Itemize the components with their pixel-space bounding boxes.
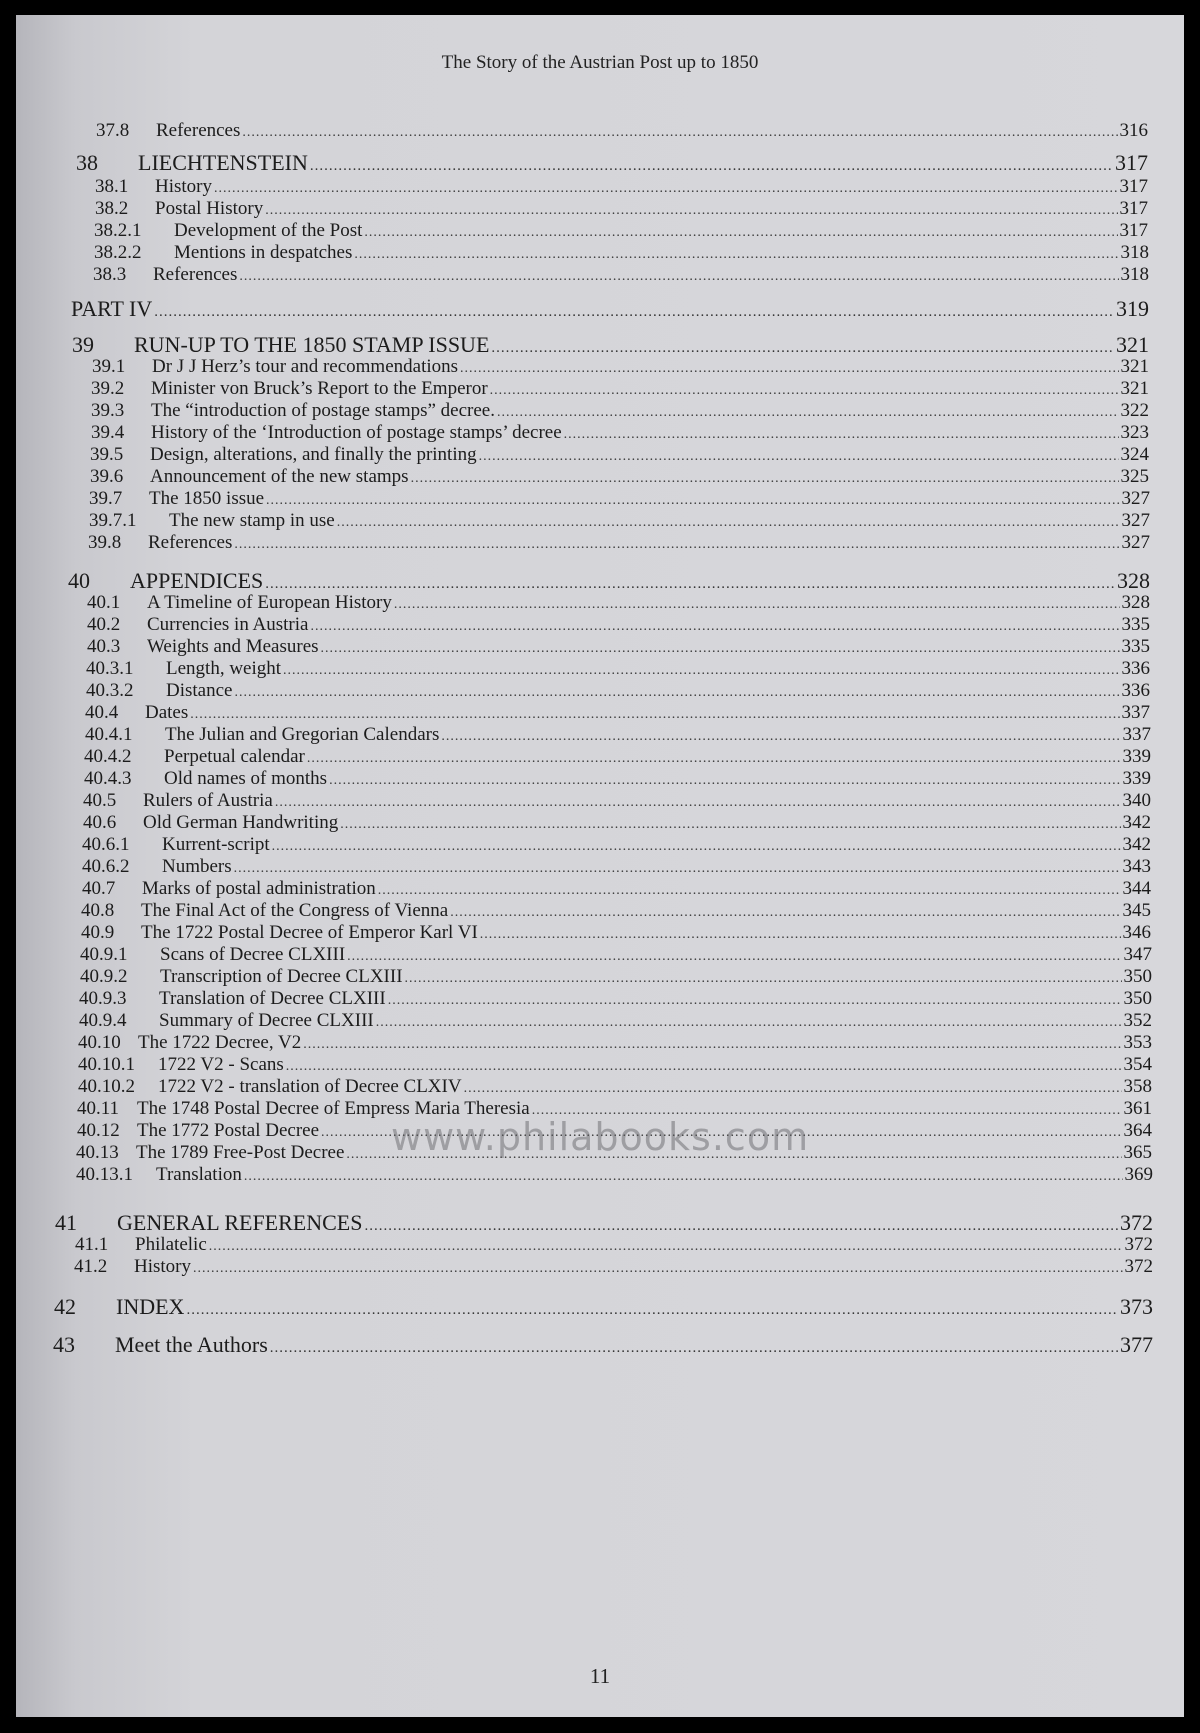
- toc-entry-page: 377: [1120, 1332, 1153, 1357]
- dot-leader: [234, 861, 1121, 877]
- toc-entry-page: 365: [1123, 1142, 1152, 1163]
- toc-entry[interactable]: [89, 488, 1150, 510]
- toc-entry-page: 317: [1119, 220, 1148, 241]
- dot-leader: [480, 927, 1121, 943]
- toc-entry-title: A Timeline of European History: [147, 592, 392, 613]
- dot-leader: [411, 471, 1119, 487]
- toc-entry[interactable]: [91, 378, 1149, 400]
- dot-leader: [490, 383, 1119, 399]
- dot-leader: [272, 839, 1121, 855]
- toc-entry-title: 1722 V2 - translation of Decree CLXIV: [158, 1076, 462, 1097]
- toc-entry[interactable]: [86, 680, 1150, 702]
- toc-entry-page: 318: [1120, 242, 1149, 263]
- toc-entry[interactable]: [71, 296, 1149, 322]
- toc-entry-title: Kurrent-script: [162, 834, 270, 855]
- dot-leader: [354, 247, 1118, 263]
- toc-entry[interactable]: [80, 944, 1152, 966]
- toc-entry-page: 361: [1123, 1098, 1152, 1119]
- dot-leader: [186, 1302, 1118, 1319]
- dot-leader: [283, 663, 1119, 679]
- toc-entry-number: 39.5: [90, 444, 124, 465]
- toc-entry-number: 40.9.1: [80, 944, 128, 965]
- dot-leader: [214, 181, 1118, 197]
- toc-entry-page: 335: [1121, 636, 1150, 657]
- toc-entry[interactable]: [79, 988, 1152, 1010]
- toc-entry-title: Weights and Measures: [147, 636, 319, 657]
- toc-entry-page: 353: [1123, 1032, 1152, 1053]
- toc-entry-page: 354: [1123, 1054, 1152, 1075]
- toc-entry-title: Marks of postal administration: [142, 878, 376, 899]
- toc-entry-page: 364: [1123, 1120, 1152, 1141]
- toc-entry-title: The new stamp in use: [169, 510, 335, 531]
- toc-entry-page: 336: [1121, 658, 1150, 679]
- toc-entry-number: 39.6: [90, 466, 124, 487]
- toc-entry-title: Translation: [156, 1164, 242, 1185]
- toc-entry-number: 39.8: [88, 532, 122, 553]
- dot-leader: [239, 269, 1118, 285]
- toc-entry-number: 40.6: [83, 812, 117, 833]
- toc-entry-number: 40.4.2: [84, 746, 132, 767]
- toc-entry-number: 40.6.2: [82, 856, 130, 877]
- toc-entry-page: 372: [1124, 1234, 1153, 1255]
- toc-entry[interactable]: [72, 332, 1149, 358]
- toc-entry-title: Dates: [145, 702, 189, 723]
- toc-entry-title: GENERAL REFERENCES: [117, 1210, 363, 1235]
- toc-entry[interactable]: [85, 702, 1150, 724]
- dot-leader: [234, 685, 1119, 701]
- toc-entry-title: The Final Act of the Congress of Vienna: [141, 900, 449, 921]
- toc-entry-number: 40.7: [82, 878, 116, 899]
- toc-entry-title: Design, alterations, and finally the printing: [150, 444, 477, 465]
- watermark: www.philabooks.com: [391, 1115, 810, 1159]
- toc-entry-page: 373: [1120, 1294, 1153, 1319]
- toc-entry-number: 42: [54, 1294, 76, 1319]
- dot-leader: [450, 905, 1120, 921]
- toc-entry-title: The 1722 Postal Decree of Emperor Karl VI: [141, 922, 478, 943]
- toc-entry-number: 40.2: [87, 614, 121, 635]
- toc-entry-number: 43: [53, 1332, 75, 1357]
- toc-entry-page: 327: [1121, 510, 1150, 531]
- toc-entry-number: 38.3: [93, 264, 127, 285]
- dot-leader: [364, 1218, 1118, 1235]
- toc-entry-number: 40.1: [87, 592, 121, 613]
- dot-leader: [303, 1037, 1121, 1053]
- toc-entry-page: 321: [1120, 378, 1149, 399]
- toc-entry-number: 40.4: [85, 702, 119, 723]
- toc-entry-page: 345: [1122, 900, 1151, 921]
- toc-entry-page: 335: [1121, 614, 1150, 635]
- toc-entry-number: 41: [55, 1210, 77, 1235]
- toc-entry-page: 337: [1121, 702, 1150, 723]
- dot-leader: [441, 729, 1120, 745]
- toc-entry[interactable]: [93, 264, 1149, 286]
- dot-leader: [347, 949, 1121, 965]
- dot-leader: [265, 576, 1115, 593]
- toc-entry-page: 317: [1119, 176, 1148, 197]
- toc-entry-page: 336: [1121, 680, 1150, 701]
- toc-entry[interactable]: [78, 1032, 1152, 1054]
- toc-entry-title: Dr J J Herz’s tour and recommendations: [152, 356, 459, 377]
- toc-entry-number: 38.2.1: [94, 220, 142, 241]
- toc-entry-title: The 1748 Postal Decree of Empress Maria Theresia: [137, 1098, 530, 1119]
- toc-entry[interactable]: [91, 422, 1149, 444]
- dot-leader: [209, 1239, 1123, 1255]
- toc-entry-number: 39.7: [89, 488, 123, 509]
- toc-entry-number: 40.13.1: [76, 1164, 133, 1185]
- toc-entry[interactable]: [74, 1256, 1153, 1278]
- toc-entry-title: PART IV: [71, 296, 153, 321]
- toc-entry-title: APPENDICES: [130, 568, 264, 593]
- toc-entry[interactable]: [78, 1076, 1152, 1098]
- toc-entry-title: History of the ‘Introduction of postage stamps’ decree: [151, 422, 562, 443]
- toc-entry[interactable]: [96, 120, 1148, 142]
- dot-leader: [190, 707, 1119, 723]
- toc-entry[interactable]: [87, 636, 1150, 658]
- toc-entry-page: 372: [1124, 1256, 1153, 1277]
- toc-entry-title: History: [155, 176, 212, 197]
- toc-entry-title: Distance: [166, 680, 233, 701]
- toc-entry-page: 327: [1121, 532, 1150, 553]
- toc-entry-title: References: [156, 120, 241, 141]
- toc-entry-number: 40.5: [83, 790, 117, 811]
- toc-entry-page: 369: [1124, 1164, 1153, 1185]
- dot-leader: [234, 537, 1119, 553]
- toc-entry[interactable]: [81, 922, 1151, 944]
- toc-entry-number: 40.10: [78, 1032, 121, 1053]
- dot-leader: [564, 427, 1119, 443]
- dot-leader: [244, 1169, 1123, 1185]
- toc-entry[interactable]: [88, 532, 1150, 554]
- toc-entry-title: The 1772 Postal Decree: [137, 1120, 320, 1141]
- toc-entry-page: 321: [1116, 332, 1149, 357]
- toc-entry[interactable]: [90, 444, 1149, 466]
- toc-entry[interactable]: [76, 150, 1148, 176]
- toc-entry-number: 39.1: [92, 356, 126, 377]
- toc-entry[interactable]: [82, 856, 1151, 878]
- toc-entry-number: 40.10.2: [78, 1076, 135, 1097]
- toc-entry[interactable]: [87, 614, 1150, 636]
- dot-leader: [364, 225, 1117, 241]
- toc-entry-page: 328: [1117, 568, 1150, 593]
- toc-entry-title: Currencies in Austria: [147, 614, 309, 635]
- toc-entry[interactable]: [83, 812, 1151, 834]
- dot-leader: [307, 751, 1121, 767]
- dot-leader: [378, 883, 1121, 899]
- toc-entry-number: 40.3.1: [86, 658, 134, 679]
- toc-entry[interactable]: [90, 466, 1149, 488]
- dot-leader: [497, 405, 1119, 421]
- toc-entry-page: 358: [1123, 1076, 1152, 1097]
- toc-entry-page: 347: [1123, 944, 1152, 965]
- toc-entry-number: 40.4.3: [84, 768, 132, 789]
- toc-entry-number: 39.4: [91, 422, 125, 443]
- toc-entry-number: 40.4.1: [85, 724, 133, 745]
- dot-leader: [242, 125, 1117, 141]
- dot-leader: [154, 304, 1114, 321]
- toc-entry-title: The Julian and Gregorian Calendars: [165, 724, 440, 745]
- toc-entry-title: History: [134, 1256, 191, 1277]
- toc-entry-number: 37.8: [96, 120, 130, 141]
- toc-entry-page: 327: [1121, 488, 1150, 509]
- toc-entry-title: Perpetual calendar: [164, 746, 305, 767]
- dot-leader: [479, 449, 1119, 465]
- toc-entry-number: 40: [68, 568, 90, 593]
- toc-entry-title: Transcription of Decree CLXIII: [160, 966, 403, 987]
- toc-entry-page: 346: [1122, 922, 1151, 943]
- toc-entry[interactable]: [87, 592, 1150, 614]
- toc-entry-page: 352: [1123, 1010, 1152, 1031]
- dot-leader: [337, 515, 1120, 531]
- toc-entry[interactable]: [55, 1210, 1153, 1236]
- toc-entry-number: 40.9.3: [79, 988, 127, 1009]
- toc-entry-page: 328: [1121, 592, 1150, 613]
- toc-entry[interactable]: [94, 220, 1148, 242]
- toc-entry[interactable]: [80, 966, 1152, 988]
- toc-entry-title: Summary of Decree CLXIII: [159, 1010, 374, 1031]
- toc-entry-title: RUN-UP TO THE 1850 STAMP ISSUE: [134, 332, 490, 357]
- running-header: The Story of the Austrian Post up to 1850: [441, 52, 759, 73]
- toc-entry-title: The 1850 issue: [149, 488, 265, 509]
- toc-entry-number: 39.2: [91, 378, 125, 399]
- toc-entry-number: 39.3: [91, 400, 125, 421]
- dot-leader: [266, 493, 1119, 509]
- dot-leader: [310, 619, 1119, 635]
- toc-entry-title: 1722 V2 - Scans: [158, 1054, 284, 1075]
- toc-entry-page: 321: [1120, 356, 1149, 377]
- toc-entry-number: 40.12: [77, 1120, 120, 1141]
- toc-entry-page: 324: [1120, 444, 1149, 465]
- toc-entry[interactable]: [76, 1164, 1153, 1186]
- dot-leader: [321, 641, 1120, 657]
- toc-entry-title: Old German Handwriting: [143, 812, 339, 833]
- toc-entry-number: 40.9.4: [79, 1010, 127, 1031]
- page-number: 11: [589, 1664, 611, 1688]
- toc-entry-title: The 1789 Free-Post Decree: [136, 1142, 345, 1163]
- dot-leader: [491, 340, 1114, 357]
- toc-entry-page: 339: [1122, 746, 1151, 767]
- toc-entry[interactable]: [53, 1332, 1153, 1358]
- toc-entry-page: 350: [1123, 966, 1152, 987]
- dot-leader: [193, 1261, 1123, 1277]
- toc-entry[interactable]: [81, 900, 1151, 922]
- document-page: [16, 15, 1184, 1717]
- dot-leader: [405, 971, 1122, 987]
- dot-leader: [340, 817, 1120, 833]
- toc-entry-title: LIECHTENSTEIN: [138, 150, 308, 175]
- toc-entry-number: 40.3: [87, 636, 121, 657]
- dot-leader: [388, 993, 1122, 1009]
- toc-entry-number: 38: [76, 150, 98, 175]
- toc-entry[interactable]: [92, 356, 1149, 378]
- toc-entry-page: 342: [1122, 834, 1151, 855]
- toc-entry-title: References: [148, 532, 233, 553]
- toc-entry-number: 38.2.2: [94, 242, 142, 263]
- toc-entry-number: 39.7.1: [89, 510, 137, 531]
- toc-entry-page: 319: [1116, 296, 1149, 321]
- toc-entry-title: Announcement of the new stamps: [150, 466, 409, 487]
- dot-leader: [394, 597, 1120, 613]
- toc-entry-number: 40.3.2: [86, 680, 134, 701]
- toc-entry[interactable]: [82, 878, 1151, 900]
- toc-entry-number: 41.1: [75, 1234, 109, 1255]
- toc-entry[interactable]: [84, 746, 1151, 768]
- toc-entry-page: 325: [1120, 466, 1149, 487]
- toc-entry-number: 40.11: [77, 1098, 120, 1119]
- toc-entry[interactable]: [54, 1294, 1153, 1320]
- toc-entry-page: 340: [1122, 790, 1151, 811]
- toc-entry-title: Mentions in despatches: [174, 242, 353, 263]
- toc-entry-title: Old names of months: [164, 768, 328, 789]
- dot-leader: [376, 1015, 1122, 1031]
- dot-leader: [286, 1059, 1122, 1075]
- toc-entry-number: 38.1: [95, 176, 129, 197]
- dot-leader: [460, 361, 1118, 377]
- toc-entry-page: 317: [1115, 150, 1148, 175]
- toc-entry-number: 38.2: [95, 198, 129, 219]
- toc-entry-title: INDEX: [116, 1294, 185, 1319]
- toc-entry[interactable]: [91, 400, 1149, 422]
- toc-entry-number: 40.9.2: [80, 966, 128, 987]
- toc-entry-page: 323: [1120, 422, 1149, 443]
- toc-entry-title: The 1722 Decree, V2: [138, 1032, 302, 1053]
- dot-leader: [464, 1081, 1122, 1097]
- toc-entry-page: 318: [1120, 264, 1149, 285]
- toc-entry-number: 39: [72, 332, 94, 357]
- toc-entry-page: 343: [1122, 856, 1151, 877]
- toc-entry-page: 337: [1122, 724, 1151, 745]
- toc-entry-page: 372: [1120, 1210, 1153, 1235]
- toc-entry[interactable]: [94, 242, 1149, 264]
- toc-entry-title: Postal History: [155, 198, 264, 219]
- toc-entry[interactable]: [83, 790, 1151, 812]
- toc-entry-title: Length, weight: [166, 658, 282, 679]
- toc-entry-page: 342: [1122, 812, 1151, 833]
- toc-entry[interactable]: [85, 724, 1151, 746]
- toc-entry[interactable]: [78, 1054, 1152, 1076]
- toc-entry-title: Numbers: [162, 856, 232, 877]
- dot-leader: [270, 1340, 1118, 1357]
- toc-entry-page: 316: [1119, 120, 1148, 141]
- dot-leader: [275, 795, 1121, 811]
- toc-entry-page: 339: [1122, 768, 1151, 789]
- toc-entry[interactable]: [75, 1234, 1153, 1256]
- toc-entry-title: Scans of Decree CLXIII: [160, 944, 346, 965]
- toc-entry-number: 40.13: [76, 1142, 119, 1163]
- dot-leader: [329, 773, 1120, 789]
- toc-entry[interactable]: [86, 658, 1150, 680]
- dot-leader: [265, 203, 1117, 219]
- toc-entry-page: 350: [1123, 988, 1152, 1009]
- toc-entry-title: Meet the Authors: [115, 1332, 268, 1357]
- toc-entry-number: 40.10.1: [78, 1054, 135, 1075]
- toc-entry-page: 317: [1119, 198, 1148, 219]
- toc-entry-number: 40.8: [81, 900, 115, 921]
- toc-entry[interactable]: [95, 198, 1148, 220]
- dot-leader: [310, 158, 1113, 175]
- toc-entry-title: Development of the Post: [174, 220, 363, 241]
- toc-entry-title: Philatelic: [135, 1234, 207, 1255]
- toc-entry[interactable]: [89, 510, 1150, 532]
- toc-entry-number: 40.6.1: [82, 834, 130, 855]
- toc-entry[interactable]: [79, 1010, 1152, 1032]
- toc-entry-title: References: [153, 264, 238, 285]
- toc-entry-title: Translation of Decree CLXIII: [159, 988, 386, 1009]
- toc-entry-number: 41.2: [74, 1256, 108, 1277]
- toc-entry[interactable]: [82, 834, 1151, 856]
- toc-entry[interactable]: [84, 768, 1151, 790]
- toc-entry-title: The “introduction of postage stamps” decree.: [151, 400, 495, 421]
- toc-entry-page: 344: [1122, 878, 1151, 899]
- toc-entry[interactable]: [68, 568, 1150, 594]
- toc-entry-title: Minister von Bruck’s Report to the Emperor: [151, 378, 488, 399]
- toc-entry[interactable]: [95, 176, 1148, 198]
- toc-entry-number: 40.9: [81, 922, 115, 943]
- toc-entry-page: 322: [1120, 400, 1149, 421]
- toc-entry-title: Rulers of Austria: [143, 790, 273, 811]
